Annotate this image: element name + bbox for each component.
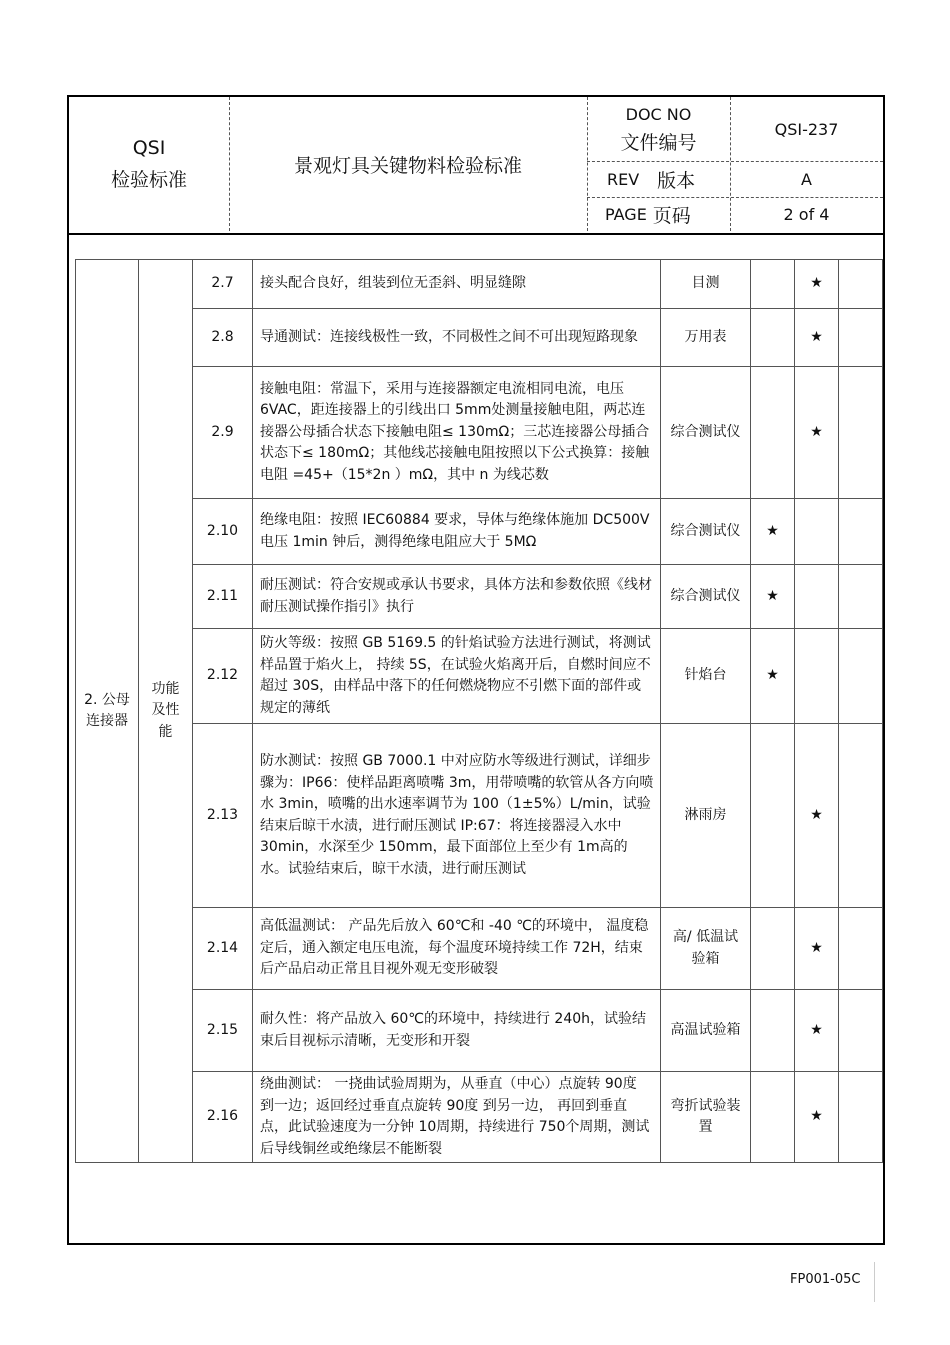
table-row [76,908,883,990]
item-description: 绝缘电阻：按照 IEC60884 要求，导体与绝缘体施加 DC500V电压 1min 钟后，测得绝缘电阻应大于 5MΩ [253,499,661,565]
level-mark-2: ★ [795,990,839,1072]
table-row [76,565,883,629]
level-mark-1: ★ [751,565,795,629]
item-description: 接触电阻：常温下，采用与连接器额定电流相同电流，电压 6VAC，距连接器上的引线出口 5mm处测量接触电阻，两芯连接器公母插合状态下接触电阻≤ 130mΩ；三芯连接器公母插合状态下≤ 180mΩ；其他线芯接触电阻按照以下公式换算：接触电阻 =45+（15*2n ）mΩ，其中 n 为线芯数 [253,367,661,499]
level-mark-3 [839,367,883,499]
rev-label-cn: 版本 [657,169,696,192]
document-header [69,97,883,235]
level-mark-2: ★ [795,1072,839,1163]
level-mark-2 [795,565,839,629]
item-number: 2.15 [193,990,253,1072]
document-frame [67,95,885,1245]
level-mark-1: ★ [751,629,795,724]
inspection-tool: 综合测试仪 [661,499,751,565]
item-number: 2.8 [193,309,253,367]
level-mark-2: ★ [795,260,839,309]
table-row [76,260,883,309]
table-row [76,1072,883,1163]
inspection-tool: 万用表 [661,309,751,367]
inspection-tool: 综合测试仪 [661,367,751,499]
level-mark-1 [751,367,795,499]
level-mark-2: ★ [795,309,839,367]
page-label-en: PAGE [605,204,647,224]
inspection-tool: 高温试验箱 [661,990,751,1072]
table-row [76,499,883,565]
table-row [76,990,883,1072]
subcategory-cell: 功能及性能 [139,260,193,1163]
page-label-cn: 页码 [652,204,691,227]
rev-label [587,161,730,197]
item-description: 防水测试：按照 GB 7000.1 中对应防水等级进行测试，详细步骤为：IP66：使样品距离喷嘴 3m，用带喷嘴的软管从各方向喷水 3min，喷嘴的出水速率调节为 100（1±5%）L/min，试验结束后晾干水渍，进行耐压测试 IP:67：将连接器浸入水中 30min，水深至少 150mm，最下面部位上至少有 1m高的水。试验结束后，晾干水渍，进行耐压测试 [253,724,661,908]
item-description: 高低温测试： 产品先后放入 60℃和 -40 ℃的环境中， 温度稳定后，通入额定电压电流，每个温度环境持续工作 72H，结束后产品启动正常且目视外观无变形破裂 [253,908,661,990]
item-number: 2.16 [193,1072,253,1163]
form-number: FP001-05C [790,1272,861,1287]
page-value: 2 of 4 [783,204,830,224]
level-mark-1 [751,260,795,309]
doc-no-label [587,97,730,161]
item-description: 耐压测试：符合安规或承认书要求，具体方法和参数依照《线材耐压测试操作指引》执行 [253,565,661,629]
item-description: 接头配合良好，组装到位无歪斜、明显缝隙 [253,260,661,309]
level-mark-1 [751,990,795,1072]
inspection-table [75,259,883,1163]
item-number: 2.14 [193,908,253,990]
org-cn: 检验标准 [110,169,187,191]
table-row [76,629,883,724]
level-mark-2: ★ [795,724,839,908]
level-mark-3 [839,990,883,1072]
level-mark-2: ★ [795,367,839,499]
level-mark-1 [751,724,795,908]
doc-no-label-en: DOC NO [625,105,692,124]
level-mark-3 [839,724,883,908]
level-mark-3 [839,1072,883,1163]
level-mark-3 [839,565,883,629]
category-cell: 2. 公母连接器 [76,260,139,1163]
inspection-tool: 目测 [661,260,751,309]
item-number: 2.11 [193,565,253,629]
item-number: 2.9 [193,367,253,499]
level-mark-1 [751,309,795,367]
inspection-tool: 综合测试仪 [661,565,751,629]
inspection-tool: 弯折试验装置 [661,1072,751,1163]
level-mark-3 [839,499,883,565]
level-mark-2 [795,629,839,724]
rev-label-en: REV [607,169,640,189]
doc-no-label-cn: 文件编号 [620,132,697,154]
level-mark-3 [839,260,883,309]
level-mark-1: ★ [751,499,795,565]
item-description: 防火等级：按照 GB 5169.5 的针焰试验方法进行测试，将测试样品置于焰火上， 持续 5S，在试验火焰离开后，自燃时间应不超过 30S，由样品中落下的任何燃烧物应不引燃下面的部件或规定的薄纸 [253,629,661,724]
table-row [76,724,883,908]
item-description: 绕曲测试： 一挠曲试验周期为，从垂直（中心）点旋转 90度 到一边；返回经过垂直点旋转 90度 到另一边， 再回到垂直点，此试验速度为一分钟 10周期，持续进行 750个周期，测试后导线铜丝或绝缘层不能断裂 [253,1072,661,1163]
level-mark-3 [839,629,883,724]
level-mark-1 [751,1072,795,1163]
table-row [76,367,883,499]
item-number: 2.10 [193,499,253,565]
table-row [76,309,883,367]
item-number: 2.7 [193,260,253,309]
inspection-tool: 高/ 低温试验箱 [661,908,751,990]
item-description: 导通测试：连接线极性一致，不同极性之间不可出现短路现象 [253,309,661,367]
inspection-tool: 针焰台 [661,629,751,724]
level-mark-1 [751,908,795,990]
inspection-tool: 淋雨房 [661,724,751,908]
doc-no-value: QSI-237 [774,119,839,139]
item-number: 2.12 [193,629,253,724]
doc-title: 景观灯具关键物料检验标准 [293,154,522,177]
item-description: 耐久性：将产品放入 60℃的环境中，持续进行 240h，试验结束后目视标示清晰，无变形和开裂 [253,990,661,1072]
org-block [69,97,229,231]
level-mark-2 [795,499,839,565]
level-mark-3 [839,908,883,990]
page-edge [874,1262,875,1302]
level-mark-3 [839,309,883,367]
org-en: QSI [132,137,166,159]
item-number: 2.13 [193,724,253,908]
level-mark-2: ★ [795,908,839,990]
page-label [587,197,730,231]
rev-value: A [801,169,812,189]
